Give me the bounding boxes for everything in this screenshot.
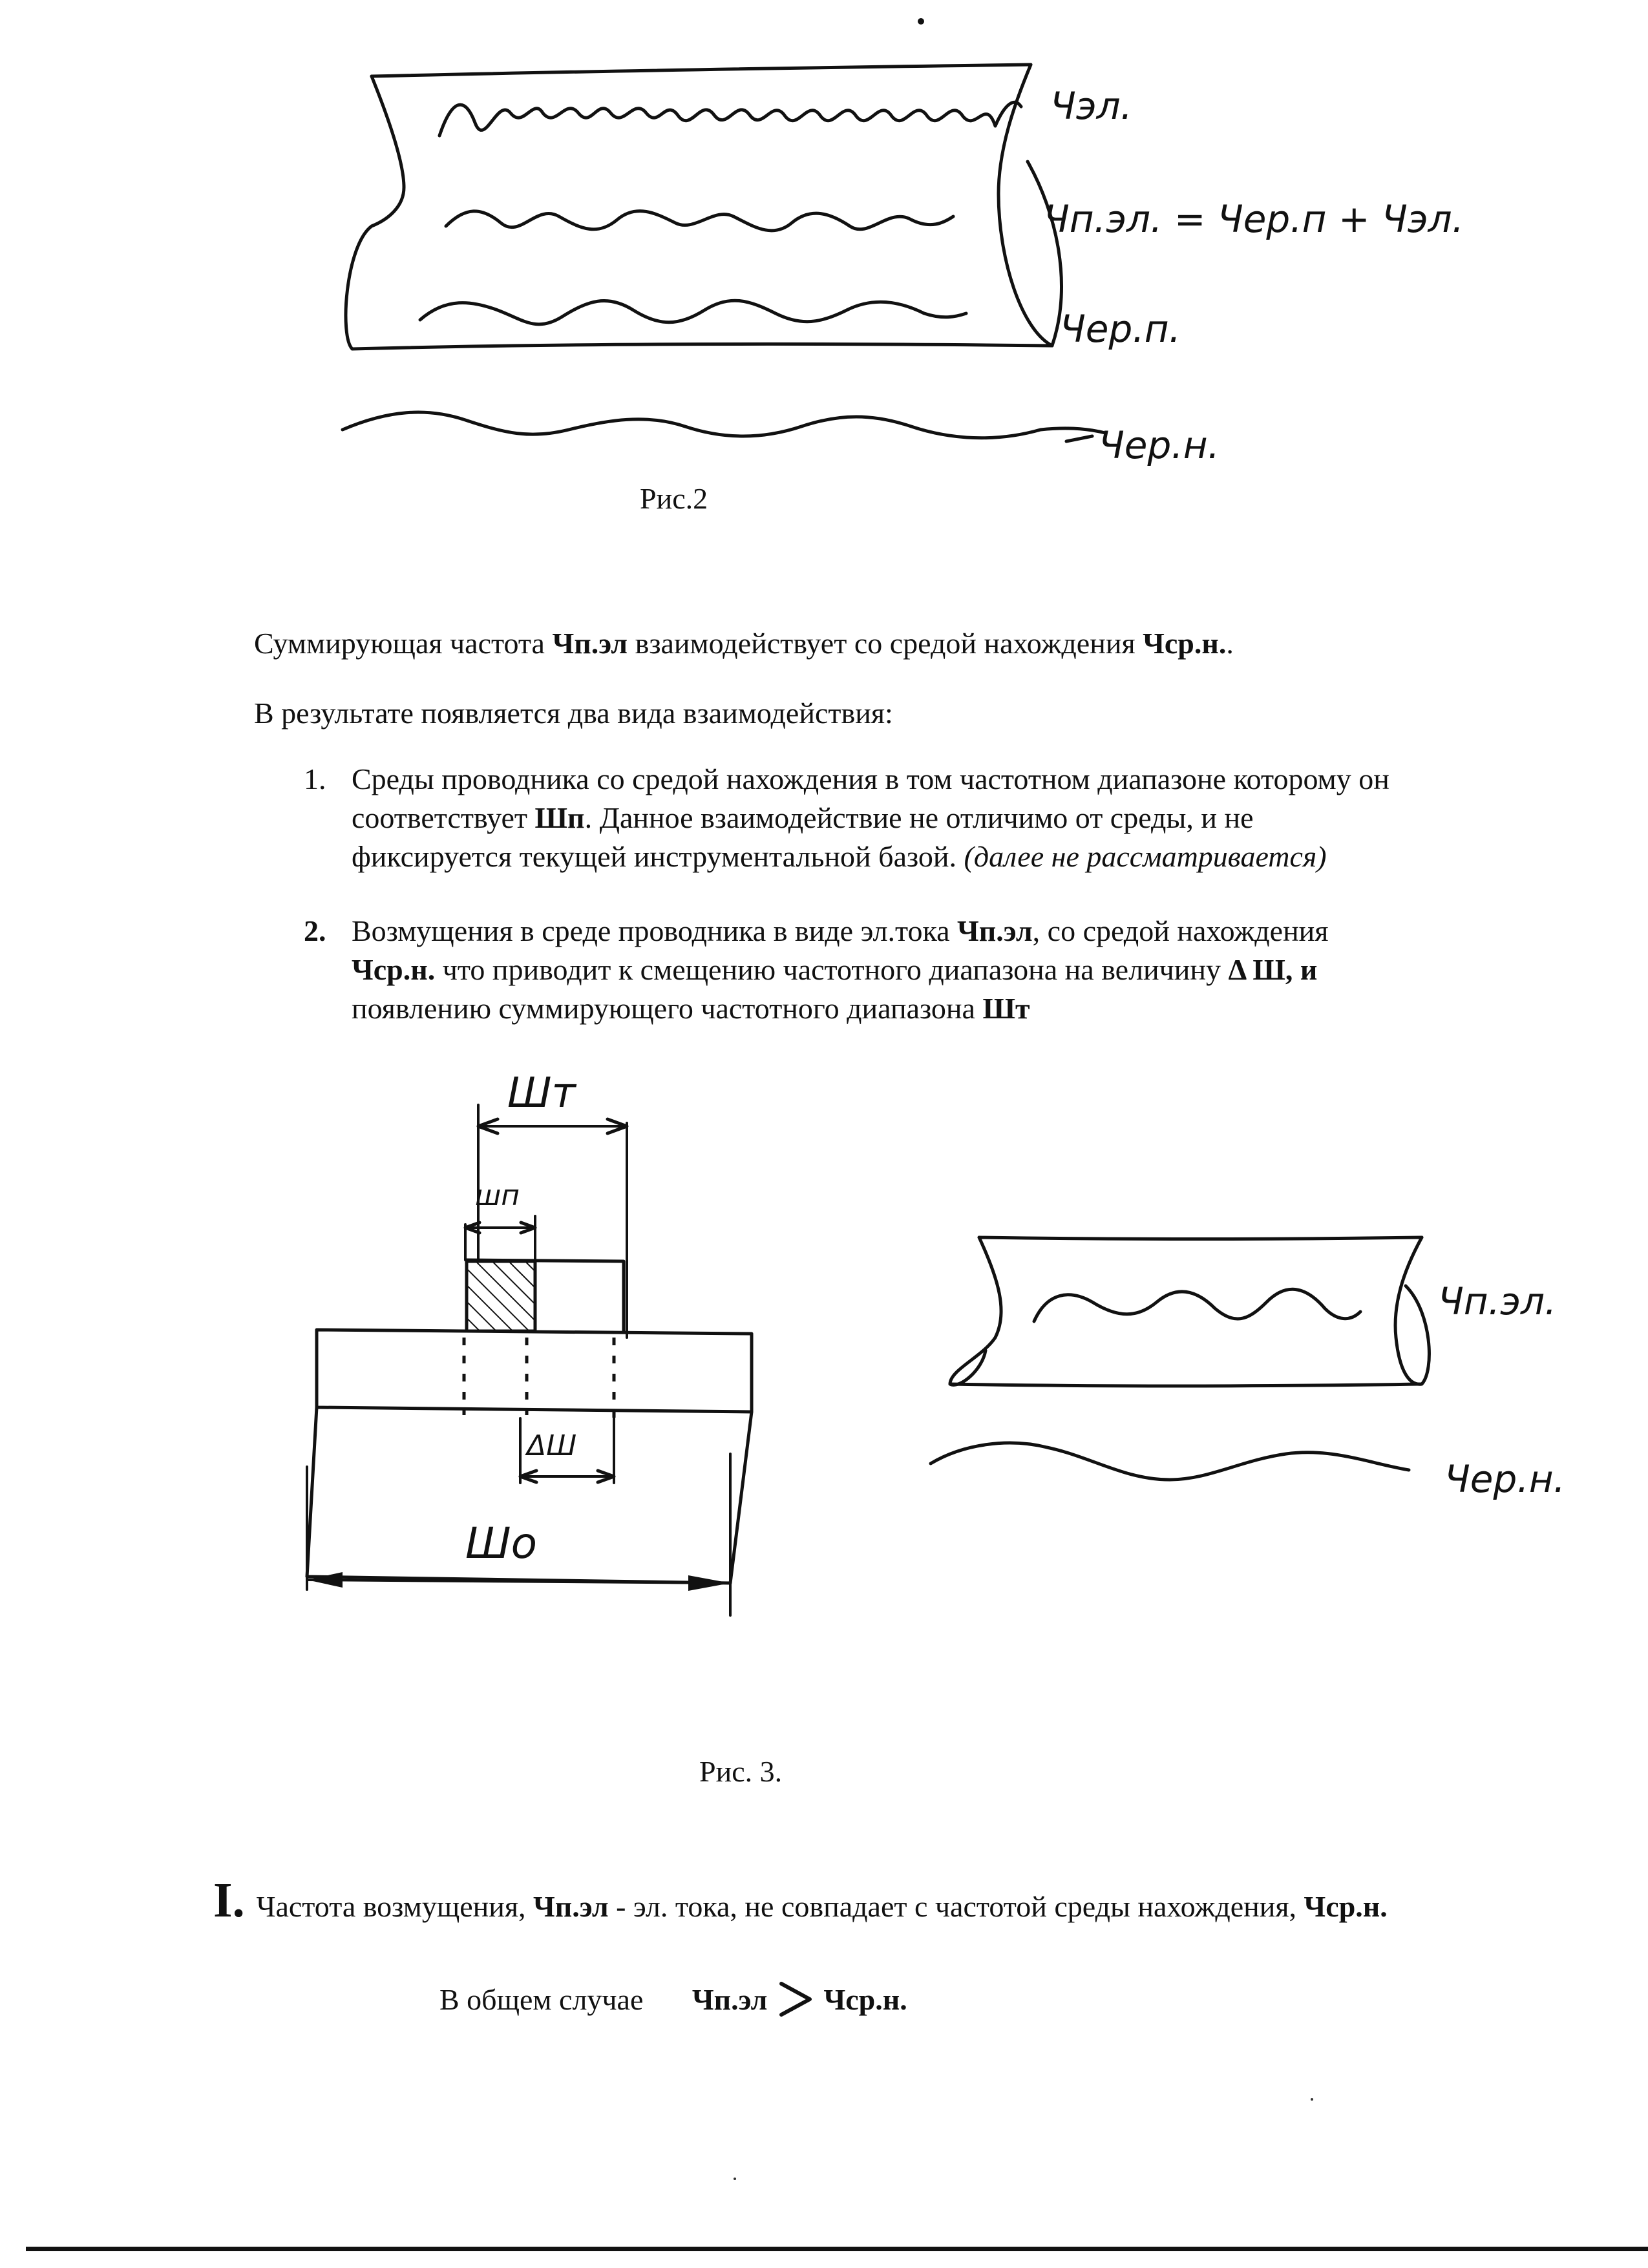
section-text bbox=[257, 1890, 1388, 1923]
list-item-2 bbox=[304, 912, 1328, 1027]
label-ch-er-n-fig3: Чер.н. bbox=[1444, 1457, 1566, 1501]
label-ch-p-el-formula: Чп.эл. = Чер.п + Чэл. bbox=[1044, 197, 1464, 241]
label-ch-el: Чэл. bbox=[1050, 84, 1133, 128]
p1-bold-ch-p-el: Чп.эл bbox=[552, 627, 628, 660]
list-1-line-3 bbox=[352, 838, 1389, 876]
greater-than-symbol bbox=[777, 1980, 814, 2019]
list-2-bold-ch-sr-n: Чср.н. bbox=[352, 953, 436, 986]
section-pre: Частота возмущения, bbox=[256, 1890, 534, 1923]
section-i bbox=[213, 1873, 1388, 1929]
list-2-line-2-post: что приводит к смещению частотного диапазона на величину bbox=[435, 953, 1229, 986]
list-2-delta-sh: Δ Ш bbox=[1228, 953, 1285, 986]
list-1-line-2 bbox=[352, 799, 1389, 837]
label-sh-t: Шт bbox=[507, 1069, 576, 1117]
general-case-line bbox=[439, 1980, 907, 2019]
label-ch-er-n: Чер.н. bbox=[1099, 423, 1220, 467]
label-delta-sh: ΔШ bbox=[527, 1429, 577, 1462]
list-1-line-2-post: . Данное взаимодействие не отличимо от среды, и не bbox=[584, 801, 1254, 834]
list-1-italic-note: (далее не рассматривается) bbox=[964, 840, 1327, 873]
label-sh-0: Шо bbox=[465, 1518, 537, 1568]
figure-2-drawing bbox=[0, 0, 1648, 530]
list-2-bold-ch-p-el: Чп.эл bbox=[957, 914, 1033, 947]
list-2-line-3-pre: появлению суммирующего частотного диапазона bbox=[352, 992, 983, 1025]
list-1-bold-sh-p: Шп bbox=[534, 801, 585, 834]
list-number-1: 1. bbox=[304, 762, 326, 795]
figure-2 bbox=[0, 0, 1648, 530]
label-ch-p-el-fig3: Чп.эл. bbox=[1438, 1279, 1557, 1323]
list-2-line-1-post: , со средой нахождения bbox=[1032, 914, 1329, 947]
list-2-line-1-pre: Возмущения в среде проводника в виде эл.тока bbox=[352, 914, 958, 947]
list-number-2: 2. bbox=[304, 914, 326, 947]
page-bottom-rule bbox=[26, 2247, 1648, 2251]
p1-pre: Суммирующая частота bbox=[254, 627, 553, 660]
list-2-line-2 bbox=[352, 951, 1328, 989]
label-sh-n: шп bbox=[475, 1179, 520, 1212]
label-ch-er-p: Чер.п. bbox=[1060, 307, 1181, 351]
list-2-line-2-end: , и bbox=[1285, 953, 1318, 986]
section-bold-ch-sr-n: Чср.н. bbox=[1304, 1890, 1388, 1923]
p1-bold-ch-sr-n: Чср.н. bbox=[1143, 627, 1227, 660]
paragraph-two-interactions: В результате появляется два вида взаимодействия: bbox=[254, 697, 893, 730]
general-case-pre: В общем случае bbox=[439, 1983, 644, 2016]
list-1-line-2-pre: соответствует bbox=[352, 801, 535, 834]
general-case-ch-sr-n: Чср.н. bbox=[823, 1983, 907, 2016]
figure-3-caption: Рис. 3. bbox=[699, 1755, 783, 1788]
list-item-1 bbox=[304, 761, 1389, 876]
figure-2-caption: Рис.2 bbox=[640, 482, 708, 515]
scan-dot bbox=[1311, 2098, 1313, 2101]
figure-3-conductor-drawing bbox=[0, 1066, 1648, 1809]
p1-post: . bbox=[1226, 627, 1234, 660]
list-1-line-1: Среды проводника со средой нахождения в том частотном диапазоне которому он bbox=[352, 762, 1389, 795]
list-2-line-3 bbox=[352, 990, 1328, 1027]
paragraph-summing-frequency bbox=[254, 625, 1234, 662]
general-case-ch-p-el: Чп.эл bbox=[692, 1983, 768, 2016]
p1-mid: взаимодействует со средой нахождения bbox=[628, 627, 1143, 660]
figure-3 bbox=[0, 1066, 1648, 1809]
scan-dot bbox=[734, 2178, 736, 2180]
section-numeral: I. bbox=[213, 1873, 245, 1927]
list-2-line-1 bbox=[352, 912, 1328, 950]
section-mid: - эл. тока, не совпадает с частотой среды нахождения, bbox=[608, 1890, 1304, 1923]
list-1-line-3-text: фиксируется текущей инструментальной базой. bbox=[352, 840, 964, 873]
section-bold-ch-p-el: Чп.эл bbox=[533, 1890, 609, 1923]
list-2-bold-sh-t: Шт bbox=[982, 992, 1030, 1025]
